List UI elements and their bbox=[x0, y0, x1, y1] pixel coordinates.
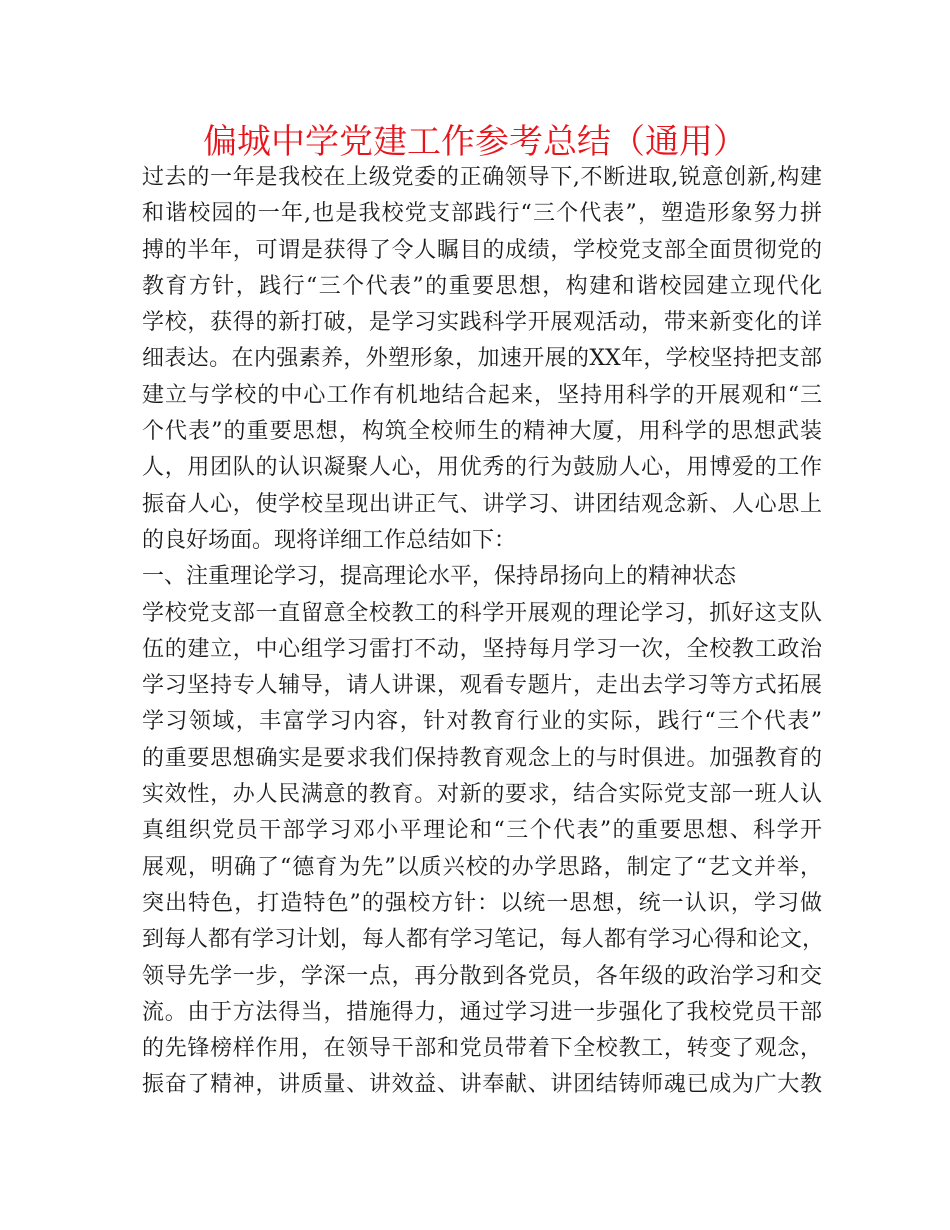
body-line: 教育方针，践行“三个代表”的重要思想，构建和谐校园建立现代化 bbox=[142, 273, 822, 299]
body-line: 的良好场面。现将详细工作总结如下： bbox=[142, 527, 517, 553]
body-line: 伍的建立，中心组学习雷打不动，坚持每月学习一次，全校教工政治 bbox=[142, 636, 822, 662]
body-line: 的重要思想确实是要求我们保持教育观念上的与时俱进。加强教育的 bbox=[142, 745, 822, 771]
body-line: 建立与学校的中心工作有机地结合起来，坚持用科学的开展观和“三 bbox=[142, 382, 822, 408]
body-line: 细表达。在内强素养，外塑形象，加速开展的XX年，学校坚持把支部 bbox=[142, 346, 822, 372]
body-line: 振奋人心，使学校呈现出讲正气、讲学习、讲团结观念新、人心思上 bbox=[142, 491, 822, 517]
body-line: 的先锋榜样作用，在领导干部和党员带着下全校教工，转变了观念， bbox=[142, 1036, 822, 1062]
body-line: 过去的一年是我校在上级党委的正确领导下,不断进取,锐意创新,构建 bbox=[142, 165, 822, 190]
body-line: 学习领域，丰富学习内容，针对教育行业的实际，践行“三个代表” bbox=[142, 709, 822, 735]
document-body bbox=[142, 160, 825, 1104]
body-line: 和谐校园的一年,也是我校党支部践行“三个代表”，塑造形象努力拼 bbox=[142, 201, 822, 227]
body-line: 搏的半年，可谓是获得了令人瞩目的成绩，学校党支部全面贯彻党的 bbox=[142, 237, 822, 263]
body-line: 实效性，办人民满意的教育。对新的要求，结合实际党支部一班人认 bbox=[142, 782, 822, 808]
body-line: 振奋了精神，讲质量、讲效益、讲奉献、讲团结铸师魂已成为广大教 bbox=[142, 1072, 822, 1098]
body-line: 学校，获得的新打破，是学习实践科学开展观活动，带来新变化的详 bbox=[142, 310, 822, 336]
body-line: 到每人都有学习计划，每人都有学习笔记，每人都有学习心得和论文， bbox=[142, 927, 825, 953]
body-line: 学校党支部一直留意全校教工的科学开展观的理论学习，抓好这支队 bbox=[142, 600, 822, 626]
body-line: 人，用团队的认识凝聚人心，用优秀的行为鼓励人心，用博爱的工作 bbox=[142, 455, 822, 481]
body-line: 流。由于方法得当，措施得力，通过学习进一步强化了我校党员干部 bbox=[142, 999, 822, 1025]
section-heading: 一、注重理论学习，提高理论水平，保持昂扬向上的精神状态 bbox=[142, 564, 737, 590]
body-line: 个代表”的重要思想，构筑全校师生的精神大厦，用科学的思想武装 bbox=[142, 419, 822, 445]
body-line: 真组织党员干部学习邓小平理论和“三个代表”的重要思想、科学开 bbox=[142, 818, 822, 844]
body-line: 领导先学一步，学深一点，再分散到各党员，各年级的政治学习和交 bbox=[142, 963, 822, 989]
document-title: 偏城中学党建工作参考总结（通用） bbox=[203, 122, 747, 162]
body-line: 学习坚持专人辅导，请人讲课，观看专题片，走出去学习等方式拓展 bbox=[142, 673, 822, 699]
body-line: 突出特色，打造特色”的强校方针：以统一思想，统一认识，学习做 bbox=[142, 890, 822, 916]
body-line: 展观，明确了“德育为先”以质兴校的办学思路，制定了“艺文并举， bbox=[142, 854, 822, 880]
